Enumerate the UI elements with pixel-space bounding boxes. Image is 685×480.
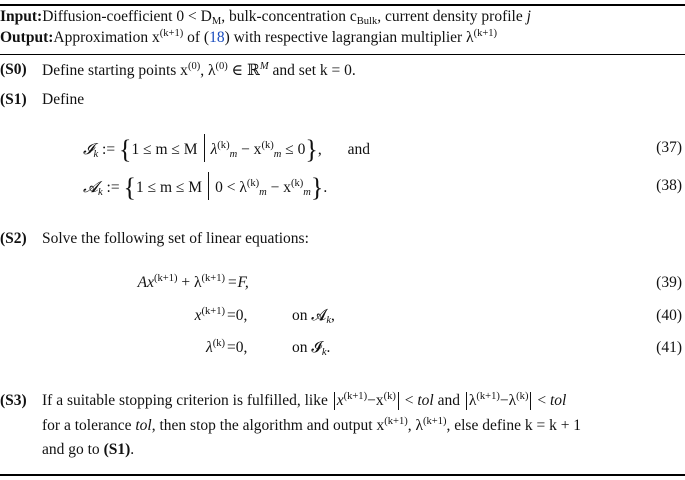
equation-39-rhs: =F, bbox=[227, 274, 249, 291]
step-s1-label: (S1) bbox=[0, 91, 27, 108]
norm-lambda: $\lambda^{(k+1)}-\lambda^{(k)}$ bbox=[466, 392, 532, 410]
input-text: Diffusion-coefficient 0 < D bbox=[42, 8, 212, 25]
output-label: Output: bbox=[0, 29, 54, 46]
step-s0-label: (S0) bbox=[0, 61, 27, 78]
step-s1-ref: (S1) bbox=[103, 441, 131, 458]
input-label: Input: bbox=[0, 8, 43, 25]
equation-number-40: (40) bbox=[656, 307, 682, 324]
equation-number-41: (41) bbox=[656, 339, 682, 356]
top-rule bbox=[0, 4, 685, 6]
step-s2-text: Solve the following set of linear equations: bbox=[42, 230, 309, 247]
norm-x: $x^{(k+1)}-x^{(k)}$ bbox=[334, 392, 399, 410]
equation-37: 𝓘$_k$ := {1 ≤ m ≤ M $\lambda^{(k)}_m - x^{(k)}_m \le 0$}, and bbox=[83, 135, 370, 164]
step-s3-line1: If a suitable stopping criterion is fulfilled, like $x^{(k+1)}-x^{(k)}$ < tol and $\lambda^{(k+1)}-\lambda^{(k)}$ < tol bbox=[42, 391, 567, 409]
equation-41-rhs: =0, bbox=[227, 339, 248, 356]
equation-40-condition: on 𝓐$_k$, bbox=[292, 307, 335, 327]
equation-number-39: (39) bbox=[656, 274, 682, 291]
step-s0-text: Define starting points $x^{(0)}$, $\lambda^{(0)}$ ∈ ℝ$^M$ and set k = 0. bbox=[42, 61, 356, 79]
step-s1-text: Define bbox=[42, 91, 85, 108]
step-s3-line2: for a tolerance tol, then stop the algorithm and output $x^{(k+1)}$, $\lambda^{(k+1)}$, else define k = k + 1 bbox=[42, 416, 582, 434]
equation-38: 𝓐$_k$ := {1 ≤ m ≤ M $0 < \lambda^{(k)}_m - x^{(k)}_m$}. bbox=[83, 173, 328, 202]
bottom-rule bbox=[0, 474, 685, 476]
step-s3-line3: and go to (S1). bbox=[42, 441, 135, 458]
header-rule bbox=[0, 54, 685, 55]
equation-41-lhs: $\lambda^{(k)}$ bbox=[206, 338, 225, 356]
input-line: Input:Diffusion-coefficient $0 < D_M$, bulk-concentration $c_{Bulk}$, current density profile j bbox=[0, 8, 531, 28]
step-s2-label: (S2) bbox=[0, 230, 27, 247]
equation-39-lhs: $Ax^{(k+1)} + \lambda^{(k+1)}$ bbox=[137, 273, 225, 291]
equation-number-38: (38) bbox=[656, 177, 682, 194]
equation-40-rhs: =0, bbox=[227, 307, 248, 324]
step-s3-label: (S3) bbox=[0, 392, 27, 409]
output-line: Output:Approximation $x^{(k+1)}$ of (18) with respective lagrangian multiplier $\lambda^{(k+1)}$ bbox=[0, 28, 498, 46]
equation-number-37: (37) bbox=[656, 139, 682, 156]
equation-40-lhs: $x^{(k+1)}$ bbox=[194, 306, 225, 324]
equation-41-condition: on 𝓘$_k$. bbox=[292, 339, 331, 359]
equation-ref-link[interactable]: 18 bbox=[209, 29, 225, 46]
